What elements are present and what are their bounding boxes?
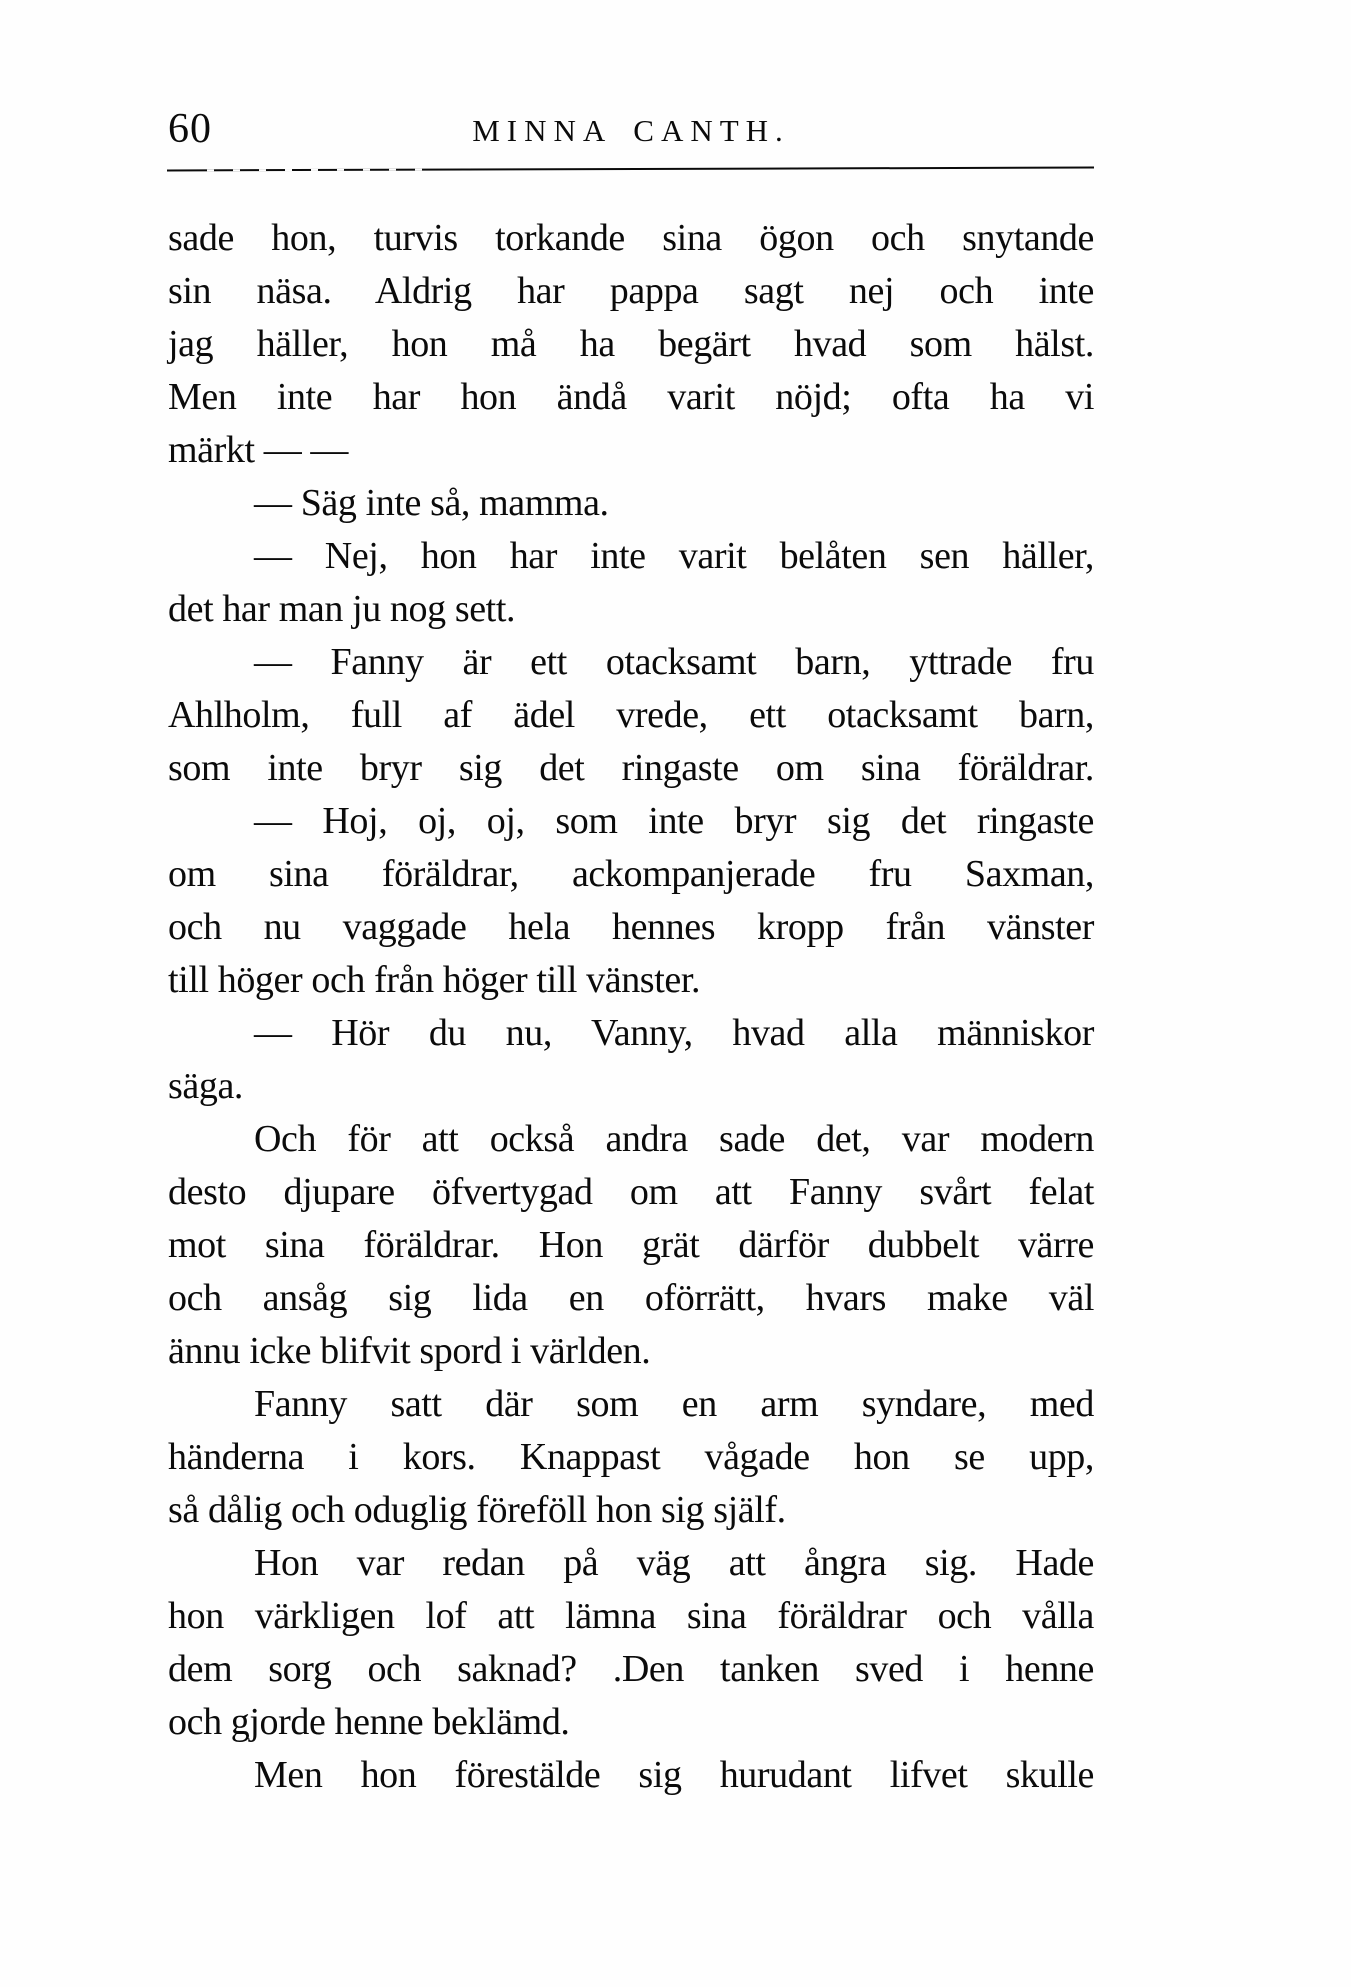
text-line: Men inte har hon ändå varit nöjd; ofta ha vi (168, 376, 1094, 418)
text-line: — Säg inte så, mamma. (254, 482, 609, 524)
text-line: händerna i kors. Knappast vågade hon se upp, (168, 1436, 1094, 1478)
text-line: Och för att också andra sade det, var modern (254, 1118, 1094, 1160)
header-rule (167, 167, 1094, 172)
text-line: — Fanny är ett otacksamt barn, yttrade fru (254, 641, 1094, 683)
text-line: — Nej, hon har inte varit belåten sen häller, (254, 535, 1094, 577)
text-line: dem sorg och saknad? .Den tanken sved i henne (168, 1648, 1094, 1690)
text-line: så dålig och oduglig föreföll hon sig själf. (168, 1489, 786, 1531)
text-line: om sina föräldrar, ackompanjerade fru Saxman, (168, 853, 1094, 895)
text-line: Ahlholm, full af ädel vrede, ett otacksamt barn, (168, 694, 1094, 736)
page-header (168, 108, 1094, 154)
page-number: 60 (168, 106, 212, 152)
text-line: säga. (168, 1065, 244, 1107)
text-line: Men hon förestälde sig hurudant lifvet skulle (254, 1754, 1094, 1796)
text-line: sade hon, turvis torkande sina ögon och snytande (168, 217, 1094, 259)
text-line: och ansåg sig lida en oförrätt, hvars make väl (168, 1277, 1094, 1319)
text-line: det har man ju nog sett. (168, 588, 516, 630)
running-title: MINNA CANTH. (472, 113, 790, 148)
text-line: Hon var redan på väg att ångra sig. Hade (254, 1542, 1094, 1584)
text-line: — Hör du nu, Vanny, hvad alla människor (254, 1012, 1094, 1054)
text-line: märkt — — (168, 429, 349, 471)
text-line: som inte bryr sig det ringaste om sina föräldrar. (168, 747, 1094, 789)
text-line: och nu vaggade hela hennes kropp från vänster (168, 906, 1094, 948)
text-line: jag häller, hon må ha begärt hvad som hälst. (168, 323, 1094, 365)
text-line: och gjorde henne beklämd. (168, 1701, 570, 1743)
text-line: Fanny satt där som en arm syndare, med (254, 1383, 1094, 1425)
text-line: hon värkligen lof att lämna sina föräldrar och vålla (168, 1595, 1094, 1637)
text-line: sin näsa. Aldrig har pappa sagt nej och inte (168, 270, 1094, 312)
text-line: till höger och från höger till vänster. (168, 959, 701, 1001)
text-line: desto djupare öfvertygad om att Fanny svårt felat (168, 1171, 1094, 1213)
text-line: mot sina föräldrar. Hon grät därför dubbelt värre (168, 1224, 1094, 1266)
text-line: — Hoj, oj, oj, som inte bryr sig det ringaste (254, 800, 1094, 842)
text-line: ännu icke blifvit spord i världen. (168, 1330, 651, 1372)
body-text (168, 212, 1094, 1802)
